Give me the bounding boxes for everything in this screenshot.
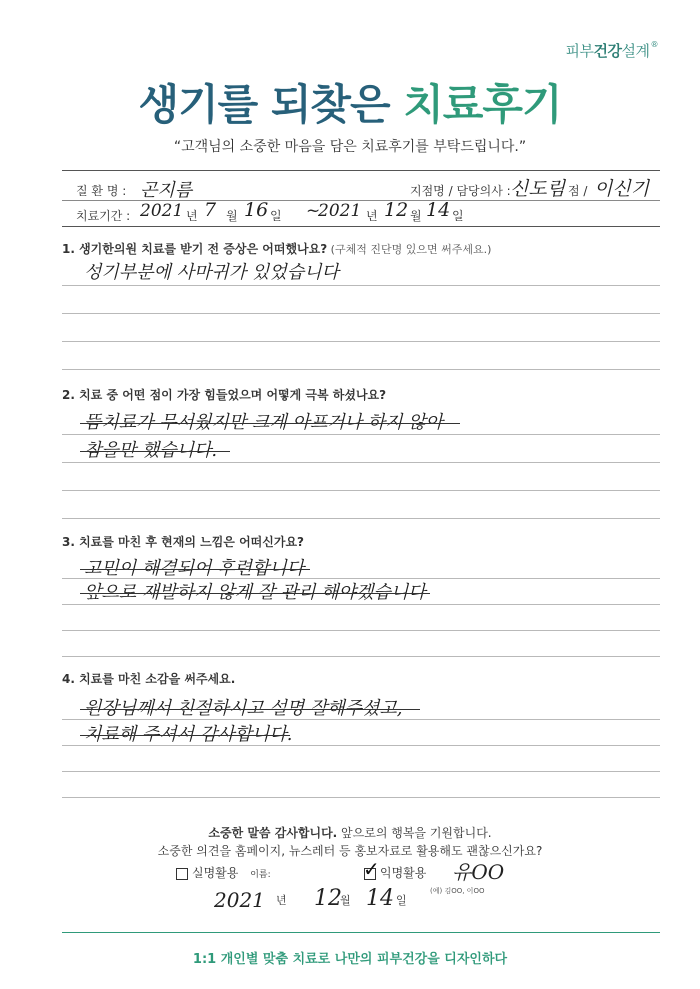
answer-rule bbox=[62, 313, 660, 314]
footer-rule bbox=[62, 932, 660, 933]
footer-slogan: 1:1 개인별 맞춤 치료로 나만의 피부건강을 디자인하다 bbox=[192, 952, 508, 967]
thanks-wish: 앞으로의 행복을 기원합니다. bbox=[337, 826, 492, 840]
answer-rule bbox=[62, 630, 660, 631]
start-month-unit: 월 bbox=[226, 209, 238, 223]
answer-rule bbox=[62, 604, 660, 605]
branch-suffix: 점 / bbox=[568, 184, 588, 198]
start-day: 16 bbox=[244, 199, 269, 221]
thanks-line-2: 소중한 의견을 홈페이지, 뉴스레터 등 홍보자료로 활용해도 괜찮으신가요? bbox=[157, 844, 543, 858]
answer-2-line-2: 참을만 했습니다. bbox=[84, 440, 218, 461]
brand-text-tail: 설계 bbox=[621, 42, 650, 60]
answer-rule bbox=[62, 578, 660, 579]
strike-through bbox=[80, 451, 230, 452]
period-label: 치료기간 : bbox=[76, 209, 131, 223]
registered-mark: ® bbox=[650, 40, 658, 49]
question-1-text: 1. 생기한의원 치료를 받기 전 증상은 어떠했나요? bbox=[62, 242, 328, 256]
anonymous-example: (예) 김OO, 이OO bbox=[430, 887, 485, 895]
question-2-label: 2. 치료 중 어떤 점이 가장 힘들었으며 어떻게 극복 하셨나요? bbox=[62, 388, 387, 402]
brand-logo bbox=[566, 40, 658, 61]
question-3-label: 3. 치료를 마친 후 현재의 느낌은 어떠신가요? bbox=[62, 535, 305, 549]
answer-rule bbox=[62, 462, 660, 463]
start-year-unit: 년 bbox=[186, 209, 198, 223]
anonymous-name: 유OO bbox=[452, 860, 505, 884]
answer-rule bbox=[62, 369, 660, 370]
end-year-unit: 년 bbox=[366, 209, 378, 223]
answer-rule bbox=[62, 656, 660, 657]
answer-rule bbox=[62, 434, 660, 435]
page-subtitle: “고객님의 소중한 마음을 담은 치료후기를 부탁드립니다.” bbox=[173, 139, 527, 155]
signed-month: 12 bbox=[314, 886, 342, 911]
real-name-label: 실명활용 bbox=[192, 866, 239, 880]
end-day: 14 bbox=[426, 199, 451, 221]
answer-rule bbox=[62, 797, 660, 798]
answer-rule bbox=[62, 745, 660, 746]
start-year: 2021 bbox=[140, 201, 184, 221]
title-part1: 생기를 되찾은 bbox=[138, 80, 404, 129]
signed-day: 14 bbox=[366, 886, 394, 911]
real-name-option[interactable] bbox=[176, 864, 271, 881]
question-1-subtext: (구체적 진단명 있으면 써주세요.) bbox=[327, 243, 492, 256]
brand-text-bold: 건강 bbox=[593, 42, 622, 60]
end-month: 12 bbox=[384, 199, 409, 221]
anonymous-option[interactable] bbox=[363, 856, 427, 881]
end-month-unit: 월 bbox=[410, 209, 422, 223]
answer-rule bbox=[62, 341, 660, 342]
strike-through bbox=[80, 593, 430, 594]
signed-month-unit: 월 bbox=[340, 894, 351, 907]
header-top-rule bbox=[62, 170, 660, 171]
disease-label: 질 환 명 : bbox=[76, 184, 127, 198]
disease-value: 곤지름 bbox=[140, 180, 193, 201]
strike-through bbox=[80, 569, 310, 570]
answer-3-line-1: 고민이 해결되어 후련합니다 bbox=[84, 558, 305, 579]
answer-rule bbox=[62, 490, 660, 491]
branch-label: 지점명 / 담당의사 : bbox=[410, 184, 511, 198]
page-title bbox=[0, 72, 700, 132]
branch-value: 신도림 bbox=[510, 178, 566, 200]
answer-4-line-1: 원장님께서 친절하시고 설명 잘해주셨고, bbox=[84, 698, 403, 719]
check-icon: ✓ bbox=[363, 856, 380, 881]
strike-through bbox=[80, 709, 420, 710]
answer-rule bbox=[62, 285, 660, 286]
name-label: 이름: bbox=[250, 870, 271, 880]
answer-2-line-1: 뜸치료가 무서웠지만 크게 아프거나 하지 않아 bbox=[84, 412, 443, 433]
answer-rule bbox=[62, 518, 660, 519]
thanks-line-1 bbox=[0, 824, 700, 841]
header-bottom-rule bbox=[62, 226, 660, 227]
start-month: 7 bbox=[204, 199, 217, 221]
brand-text-plain: 피부 bbox=[565, 42, 594, 60]
end-day-unit: 일 bbox=[452, 209, 464, 223]
answer-1-line-1: 성기부분에 사마귀가 있었습니다 bbox=[84, 262, 339, 283]
question-4-label: 4. 치료를 마친 소감을 써주세요. bbox=[62, 672, 236, 686]
strike-through bbox=[80, 423, 460, 424]
signed-year: 2021 bbox=[214, 888, 265, 912]
title-part2: 치료후기 bbox=[403, 80, 562, 129]
strike-through bbox=[80, 735, 290, 736]
anonymous-label: 익명활용 bbox=[380, 866, 427, 880]
thanks-emphasis: 소중한 말씀 감사합니다. bbox=[208, 826, 338, 840]
anonymous-checkbox[interactable] bbox=[363, 856, 380, 881]
signed-day-unit: 일 bbox=[396, 894, 407, 907]
end-prefix: ~ bbox=[306, 201, 321, 221]
doctor-value: 이신기 bbox=[594, 178, 650, 200]
end-year: 2021 bbox=[318, 201, 362, 221]
real-name-checkbox[interactable] bbox=[176, 868, 188, 880]
signed-year-unit: 년 bbox=[276, 894, 287, 907]
answer-4-line-2: 치료해 주셔서 감사합니다. bbox=[84, 724, 293, 745]
answer-rule bbox=[62, 771, 660, 772]
answer-rule bbox=[62, 719, 660, 720]
answer-3-line-2: 앞으로 재발하지 않게 잘 관리 해야겠습니다 bbox=[84, 582, 426, 603]
question-1-label bbox=[62, 240, 491, 257]
start-day-unit: 일 bbox=[270, 209, 282, 223]
